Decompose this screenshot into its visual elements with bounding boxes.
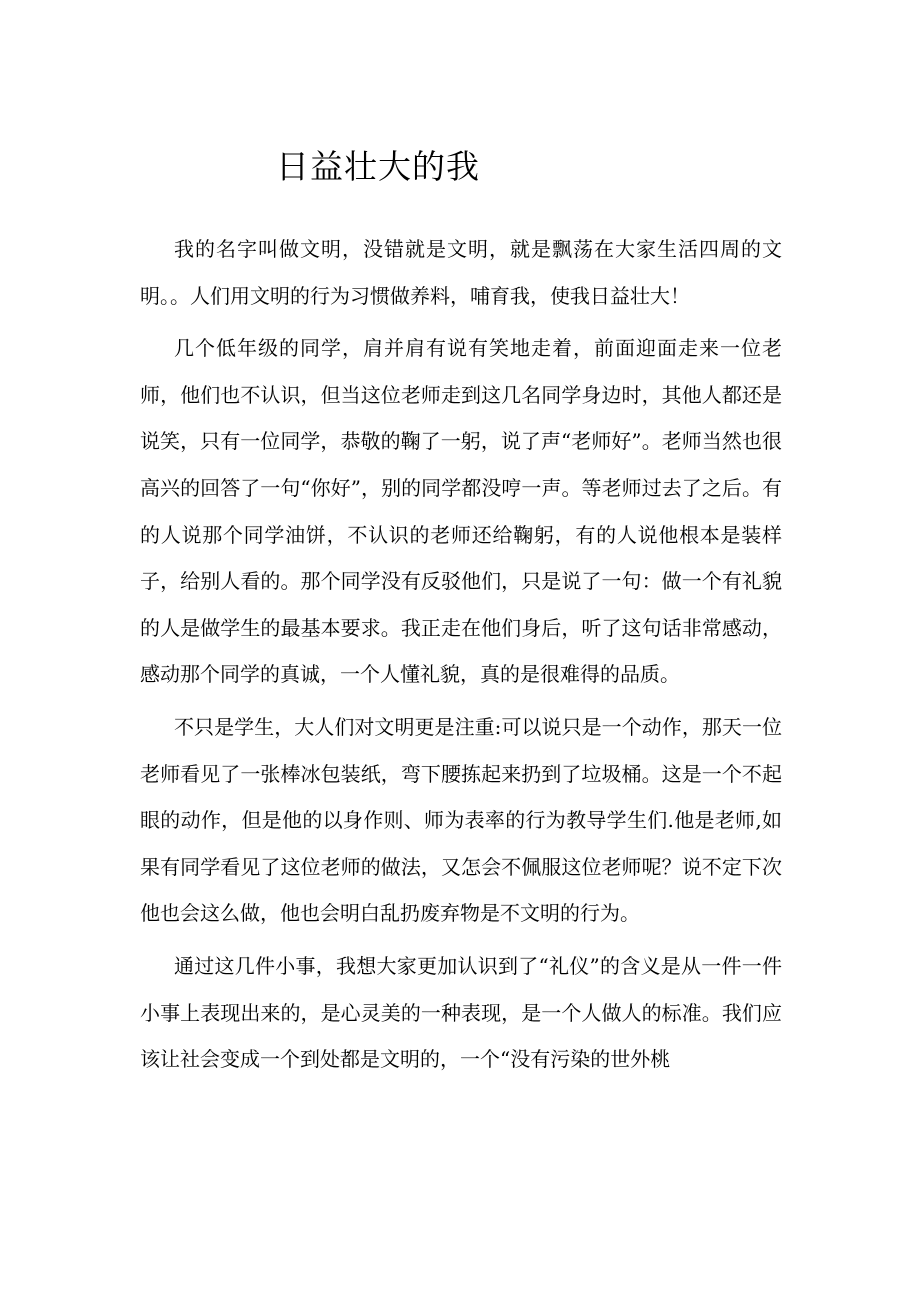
paragraph: 不只是学生，大人们对文明更是注重:可以说只是一个动作，那天一位老师看见了一张棒冰包装纸，弯下腰拣起来扔到了垃圾桶。这是一个不起眼的动作，但是他的以身作则、师为表率的行为教导学生们.他是老师,如果有同学看见了这位老师的做法，又怎会不佩服这位老师呢？说不定下次他也会这么做，他也会明白乱扔废弃物是不文明的行为。 <box>140 714 782 926</box>
document-body <box>140 226 782 1089</box>
document-title: 日益壮大的我 <box>276 147 480 186</box>
paragraph: 几个低年级的同学，肩并肩有说有笑地走着，前面迎面走来一位老师，他们也不认识，但当这位老师走到这几名同学身边时，其他人都还是说笑，只有一位同学，恭敬的鞠了一躬，说了声“老师好”。老师当然也很高兴的回答了一句“你好”，别的同学都没哼一声。等老师过去了之后。有的人说那个同学油饼，不认识的老师还给鞠躬，有的人说他根本是装样子，给别人看的。那个同学没有反驳他们，只是说了一句：做一个有礼貌的人是做学生的最基本要求。我正走在他们身后，听了这句话非常感动，感动那个同学的真诚，一个人懂礼貌，真的是很难得的品质。 <box>140 336 782 687</box>
paragraph: 我的名字叫做文明，没错就是文明，就是飘荡在大家生活四周的文明。。人们用文明的行为习惯做养料，哺育我，使我日益壮大！ <box>140 237 782 308</box>
paragraph: 通过这几件小事，我想大家更加认识到了“礼仪”的含义是从一件一件小事上表现出来的，是心灵美的一种表现，是一个人做人的标准。我们应该让社会变成一个到处都是文明的，一个“没有污染的世外桃 <box>140 953 782 1072</box>
